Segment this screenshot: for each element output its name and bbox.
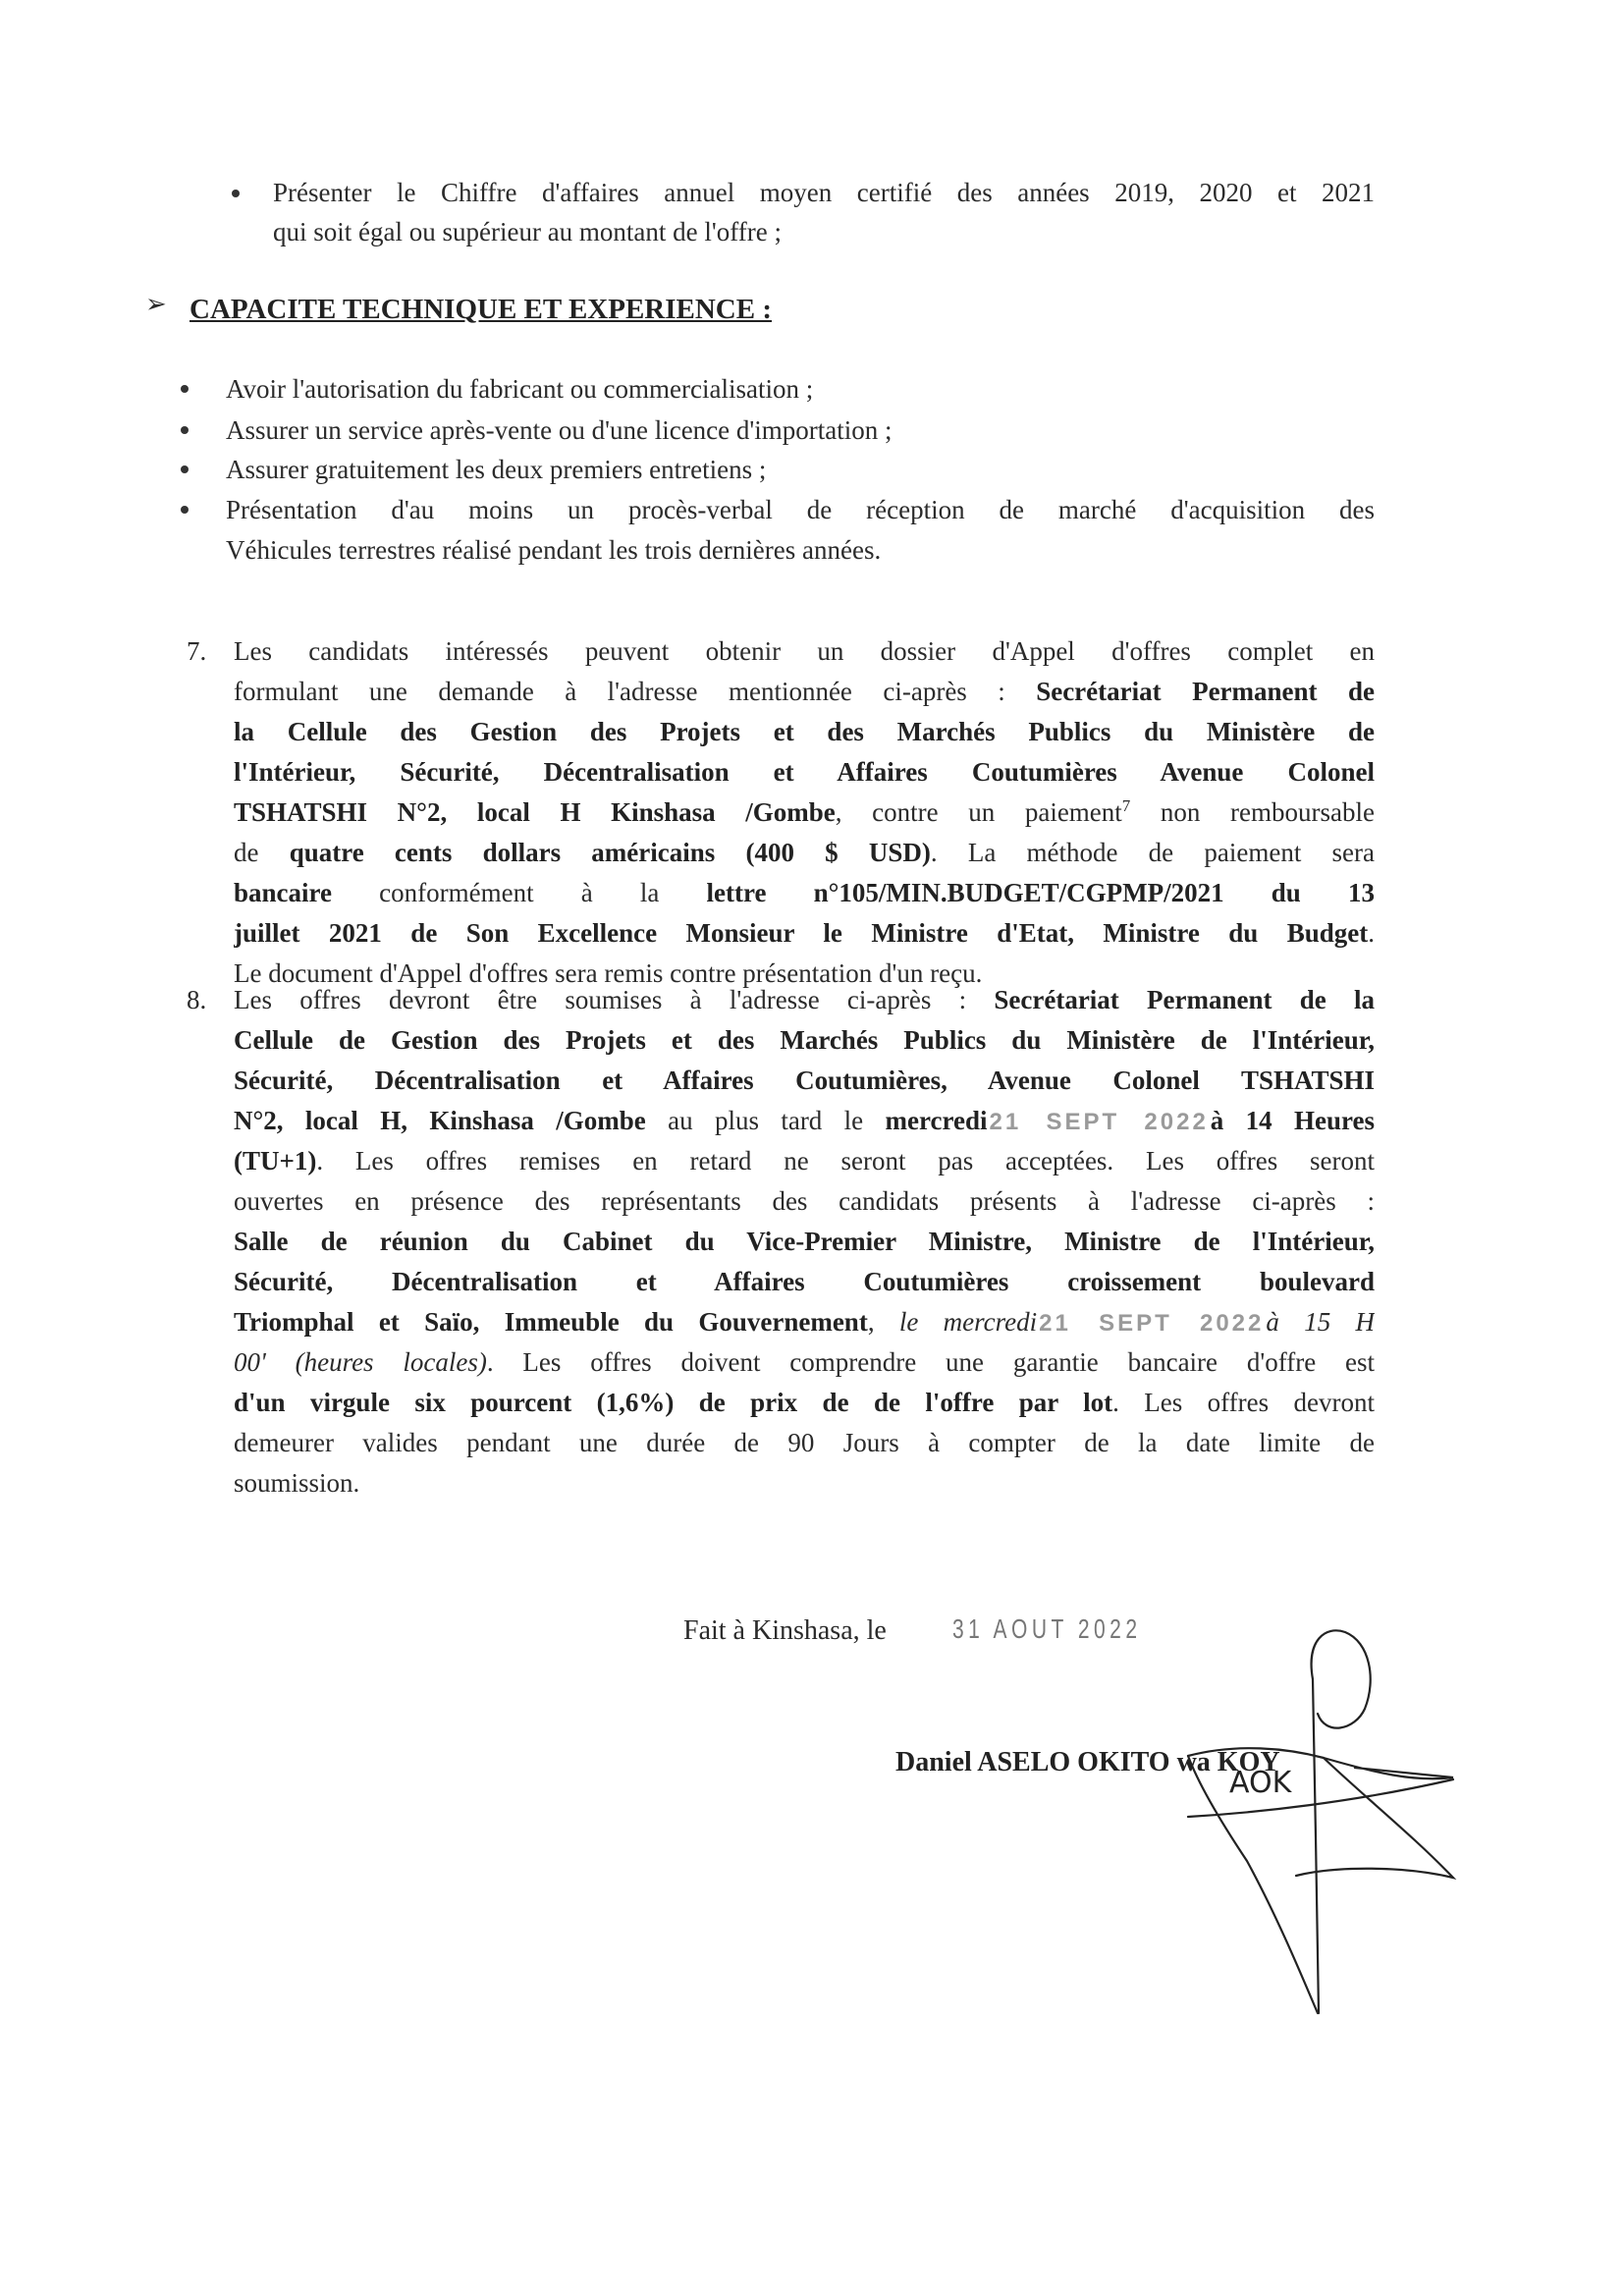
- technical-item-continued: Véhicules terrestres réalisé pendant les trois dernières années.: [226, 535, 882, 565]
- paragraph-line: [234, 833, 1375, 873]
- text-segment: Secrétariat Permanent de la: [994, 985, 1375, 1014]
- text-segment: Le document d'Appel d'offres sera remis contre présentation d'un reçu.: [234, 958, 983, 988]
- date-stamp: 21 SEPT 2022: [989, 1109, 1209, 1135]
- text-segment: . Les offres remises en retard ne seront pas acceptées. Les offres seront: [316, 1146, 1375, 1175]
- text-segment: 7: [1121, 796, 1131, 815]
- paragraph-line: [234, 752, 1375, 793]
- paragraph-line: [234, 1141, 1375, 1181]
- paragraph-line: [234, 1101, 1375, 1141]
- section-number: 8.: [187, 985, 207, 1014]
- text-segment: soumission.: [234, 1468, 360, 1498]
- paragraph-line: [234, 1061, 1375, 1101]
- text-segment: la Cellule des Gestion des Projets et des Marchés Publics du Ministère de: [234, 717, 1375, 746]
- paragraph-line: [234, 1020, 1375, 1061]
- text-segment: Sécurité, Décentralisation et Affaires Coutumières croissement boulevard: [234, 1267, 1375, 1296]
- text-segment: N°2, local H, Kinshasa /Gombe: [234, 1106, 646, 1135]
- text-segment: non remboursable: [1130, 797, 1375, 827]
- date-stamp: 21 SEPT 2022: [1039, 1310, 1265, 1337]
- text-segment: .: [1368, 918, 1375, 948]
- text-segment: TSHATSHI N°2, local H Kinshasa /Gombe: [234, 797, 836, 827]
- text-segment: quatre cents dollars américains (400 $ USD): [289, 838, 931, 867]
- text-segment: demeurer valides pendant une durée de 90 Jours à compter de la date limite de: [234, 1428, 1375, 1457]
- text-segment: bancaire: [234, 878, 332, 907]
- technical-item: Présentation d'au moins un procès-verbal de réception de marché d'acquisition des: [226, 495, 1375, 524]
- section-8-paragraph: [234, 980, 1375, 1503]
- paragraph-line: [234, 631, 1375, 672]
- paragraph-line: [234, 1181, 1375, 1222]
- technical-item: Avoir l'autorisation du fabricant ou commercialisation ;: [226, 374, 814, 404]
- technical-item: Assurer un service après-vente ou d'une licence d'importation ;: [226, 415, 893, 445]
- paragraph-line: [234, 1342, 1375, 1383]
- text-segment: d'un virgule six pourcent (1,6%) de prix de de l'offre par lot: [234, 1388, 1113, 1417]
- text-segment: Cellule de Gestion des Projets et des Marchés Publics du Ministère de l'Intérieur,: [234, 1025, 1375, 1055]
- paragraph-line: [234, 1302, 1375, 1342]
- section-7-paragraph: [234, 631, 1375, 994]
- bullet-dot: [181, 506, 189, 514]
- signature-initials: AOK: [1229, 1766, 1292, 1800]
- technical-item: Assurer gratuitement les deux premiers entretiens ;: [226, 455, 767, 484]
- arrow-bullet-icon: ➢: [145, 290, 167, 318]
- text-segment: le mercredi: [898, 1307, 1038, 1337]
- revenue-requirement-line-1: Présenter le Chiffre d'affaires annuel moyen certifié des années 2019, 2020 et 2021: [273, 178, 1375, 207]
- paragraph-line: [234, 672, 1375, 712]
- text-segment: . La méthode de paiement sera: [930, 838, 1375, 867]
- text-segment: conformément à la: [332, 878, 707, 907]
- text-segment: ouvertes en présence des représentants des candidats présents à l'adresse ci-après :: [234, 1186, 1375, 1216]
- text-segment: ,: [867, 1307, 899, 1337]
- signature: [1159, 1620, 1512, 2033]
- text-segment: Secrétariat Permanent de: [1036, 677, 1375, 706]
- paragraph-line: [234, 980, 1375, 1020]
- text-segment: l'Intérieur, Sécurité, Décentralisation et Affaires Coutumières Avenue Colonel: [234, 757, 1375, 787]
- date-stamp: 31 AOUT 2022: [952, 1613, 1142, 1644]
- paragraph-line: [234, 913, 1375, 954]
- paragraph-line: [234, 1262, 1375, 1302]
- text-segment: Sécurité, Décentralisation et Affaires Coutumières, Avenue Colonel TSHATSHI: [234, 1066, 1375, 1095]
- section-number: 7.: [187, 636, 207, 666]
- text-segment: Salle de réunion du Cabinet du Vice-Premier Ministre, Ministre de l'Intérieur,: [234, 1227, 1375, 1256]
- bullet-dot: [232, 190, 240, 197]
- text-segment: . Les offres doivent comprendre une garantie bancaire d'offre est: [486, 1347, 1375, 1377]
- paragraph-line: [234, 793, 1375, 833]
- text-segment: , contre un paiement: [835, 797, 1122, 827]
- paragraph-line: [234, 1463, 1375, 1503]
- text-segment: formulant une demande à l'adresse mentionnée ci-après :: [234, 677, 1037, 706]
- text-segment: Les offres devront être soumises à l'adresse ci-après :: [234, 985, 995, 1014]
- text-segment: mercredi: [885, 1106, 988, 1135]
- revenue-requirement-line-2: qui soit égal ou supérieur au montant de l'offre ;: [273, 217, 782, 246]
- text-segment: juillet 2021 de Son Excellence Monsieur le Ministre d'Etat, Ministre du Budget: [234, 918, 1369, 948]
- text-segment: Les candidats intéressés peuvent obtenir un dossier d'Appel d'offres complet en: [234, 636, 1375, 666]
- paragraph-line: [234, 1383, 1375, 1423]
- text-segment: Triomphal et Saïo, Immeuble du Gouvernement: [234, 1307, 868, 1337]
- paragraph-line: [234, 1423, 1375, 1463]
- text-segment: lettre n°105/MIN.BUDGET/CGPMP/2021 du 13: [706, 878, 1375, 907]
- text-segment: (TU+1): [234, 1146, 317, 1175]
- bullet-dot: [181, 385, 189, 393]
- text-segment: au plus tard le: [645, 1106, 886, 1135]
- text-segment: de: [234, 838, 290, 867]
- text-segment: à 15 H: [1266, 1307, 1375, 1337]
- bullet-dot: [181, 465, 189, 473]
- text-segment: . Les offres devront: [1112, 1388, 1375, 1417]
- text-segment: à 14 Heures: [1210, 1106, 1375, 1135]
- place-and-date-label: Fait à Kinshasa, le: [683, 1615, 887, 1646]
- bullet-dot: [181, 426, 189, 434]
- text-segment: 00' (heures locales): [234, 1347, 487, 1377]
- signatory-name: Daniel ASELO OKITO wa KOY: [895, 1747, 1280, 1777]
- section-heading: CAPACITE TECHNIQUE ET EXPERIENCE :: [189, 294, 772, 325]
- paragraph-line: [234, 712, 1375, 752]
- paragraph-line: [234, 1222, 1375, 1262]
- paragraph-line: [234, 873, 1375, 913]
